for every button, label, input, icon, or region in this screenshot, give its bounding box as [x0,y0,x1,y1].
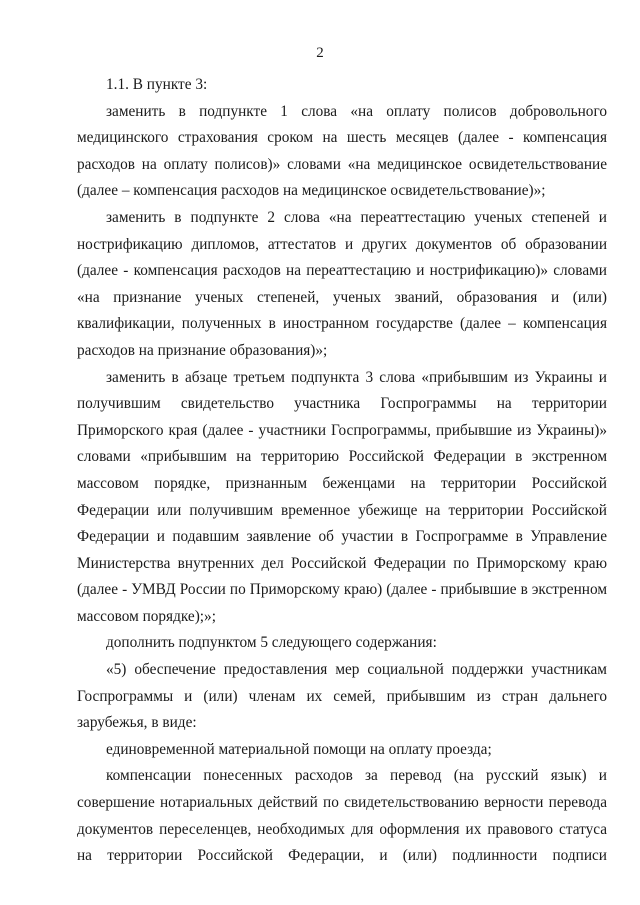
text-line: совершение нотариальных действий по свидетельствованию верности перевода [77,794,607,812]
text-line: массовом порядке, признанным беженцами на территории Российской [77,474,607,492]
paragraph-p7 [77,763,607,869]
text-line: расходов на оплату полисов)» словами «на медицинское освидетельствование [77,155,607,173]
paragraph-p5 [77,657,607,737]
paragraph-p6 [77,737,607,764]
text-line: (далее - компенсация расходов на переаттестацию и нострификацию)» словами [77,262,607,280]
text-line: Госпрограммы и (или) членам их семей, прибывшим из стран дальнего [77,687,607,705]
text-line: Федерации и подавшим заявление об участии в Госпрограмме в Управление [77,528,607,546]
document-body [77,72,607,870]
paragraph-p4 [77,630,607,657]
text-line: (далее - УМВД России по Приморскому краю) (далее - прибывшие в экстренном [77,581,607,599]
text-line: «5) обеспечение предоставления мер социальной поддержки участникам [106,661,607,679]
paragraph-p3 [77,365,607,631]
paragraph-p1 [77,99,607,205]
text-line: Федерации или получившим временное убежище на территории Российской [77,501,607,519]
text-line: заменить в подпункте 1 слова «на оплату полисов добровольного [106,102,607,120]
text-line: получившим свидетельство участника Госпрограммы на территории [77,395,607,413]
text-line: документов переселенцев, необходимых для оформления их правового статуса [77,820,607,838]
text-line: дополнить подпунктом 5 следующего содержания: [106,634,437,652]
text-line: (далее – компенсация расходов на медицинское освидетельствование)»; [77,182,546,200]
text-line: квалификации, полученных в иностранном государстве (далее – компенсация [77,315,607,333]
paragraph-p2 [77,205,607,365]
text-line: на территории Российской Федерации, и (или) подлинности подписи [77,847,607,865]
text-line: заменить в подпункте 2 слова «на переаттестацию ученых степеней и [106,208,607,226]
text-line: 1.1. В пункте 3: [106,76,208,93]
text-line: массовом порядке);»; [77,607,216,625]
text-line: Приморского края (далее - участники Госпрограммы, прибывшие из Украины)» [77,421,607,439]
text-line: Министерства внутренних дел Российской Федерации по Приморскому краю [77,554,607,572]
text-line: словами «прибывшим на территорию Российской Федерации в экстренном [77,448,607,466]
text-line: медицинского страхования сроком на шесть месяцев (далее - компенсация [77,129,607,147]
text-line: расходов на признание образования)»; [77,341,328,359]
text-line: компенсации понесенных расходов за перевод (на русский язык) и [106,767,607,785]
text-line: единовременной материальной помощи на оплату проезда; [106,740,492,758]
text-line: заменить в абзаце третьем подпункта 3 слова «прибывшим из Украины и [106,368,607,386]
page-number: 2 [316,45,324,61]
paragraph-heading [77,72,607,99]
text-line: нострификацию дипломов, аттестатов и других документов об образовании [77,235,607,253]
text-line: зарубежья, в виде: [77,714,197,732]
text-line: «на признание ученых степеней, ученых званий, образования и (или) [77,288,607,306]
